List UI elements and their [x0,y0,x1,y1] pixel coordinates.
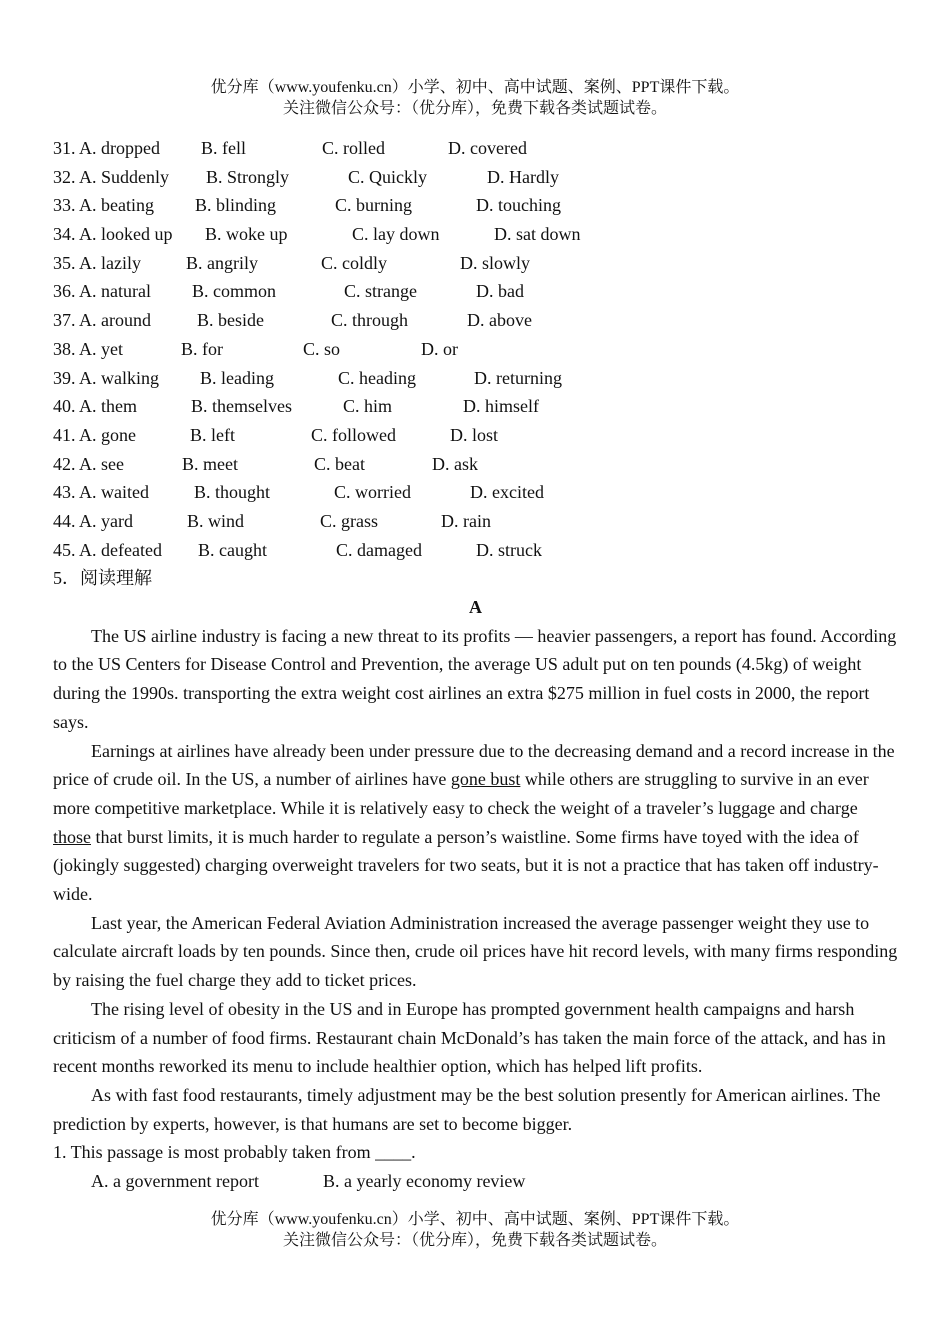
cloze-option-row [53,392,898,421]
cloze-option-a: 34. A. looked up [53,224,173,245]
cloze-option-row [53,163,898,192]
cloze-option-d: D. himself [463,396,539,417]
cloze-option-a: 35. A. lazily [53,252,141,273]
paragraph-4: The rising level of obesity in the US and in Europe has prompted government health campaigns and harsh criticism of a number of food firms. Restaurant chain McDonald’s has taken the main force of the attack, and has in recent months reworked its menu to include healthier option, which has helped lift profits. [53,998,886,1077]
cloze-options-list [53,134,898,564]
cloze-option-c: C. coldly [321,252,387,273]
cloze-option-a: 44. A. yard [53,510,133,531]
cloze-option-c: C. followed [311,424,396,445]
paragraph-2-part-c: that burst limits, it is much harder to regulate a person’s waistline. Some firms have toyed with the idea of (jokingly suggested) charging overweight travelers for two seats, but it is not a practice that has taken off industry-wide. [53,826,879,905]
cloze-option-d: D. Hardly [487,166,559,187]
paragraph-2 [53,737,898,909]
cloze-option-a: 42. A. see [53,453,124,474]
footer-line-2: 关注微信公众号：（优分库），免费下载各类试题试卷。 [282,1232,667,1249]
cloze-option-row [53,335,898,364]
paragraph-2-part-b: while others are struggling to survive in an ever more competitive marketplace. While it is relatively easy to check the weight of a traveler’s luggage and charge [53,769,869,818]
paragraph-1: The US airline industry is facing a new threat to its profits — heavier passengers, a report has found. According to the US Centers for Disease Control and Prevention, the average US adult put on ten pounds (4.5kg) of weight during the 1990s. transporting the extra weight cost airlines an extra $275 million in fuel costs in 2000, the report says. [53,625,897,732]
cloze-option-d: D. excited [470,482,544,503]
cloze-option-c: C. through [331,310,409,331]
cloze-option-row [53,536,898,565]
cloze-option-b: B. wind [187,510,245,531]
page-header [0,77,950,119]
cloze-option-b: B. left [190,424,235,445]
cloze-option-row [53,306,898,335]
cloze-option-b: B. common [192,281,276,302]
cloze-option-d: D. struck [476,539,542,560]
cloze-option-c: C. so [303,338,341,359]
cloze-option-b: B. woke up [205,224,288,245]
cloze-option-c: C. grass [320,510,378,531]
cloze-option-a: 41. A. gone [53,424,136,445]
cloze-option-b: B. fell [201,138,246,158]
cloze-option-c: C. him [343,396,393,417]
page-footer [0,1209,950,1251]
cloze-option-a: 45. A. defeated [53,539,162,560]
cloze-option-b: B. meet [182,453,238,474]
cloze-option-b: B. leading [200,367,274,388]
cloze-option-a: 39. A. walking [53,367,159,388]
underlined-phrase-gone-bust: gone bust [450,769,521,790]
cloze-option-a: 40. A. them [53,396,137,417]
cloze-option-c: C. Quickly [348,166,427,187]
cloze-option-row [53,134,898,163]
underlined-word-those: those [53,826,91,847]
cloze-option-c: C. worried [334,482,411,503]
cloze-option-d: D. bad [476,281,524,302]
cloze-option-row [53,277,898,306]
paragraph-3: Last year, the American Federal Aviation Administration increased the average passenger weight they use to calculate aircraft loads by ten pounds. Since then, crude oil prices have hit record levels, with many firms responding by raising the fuel charge they add to ticket prices. [53,912,898,991]
cloze-option-d: D. slowly [460,252,531,273]
cloze-option-a: 43. A. waited [53,482,149,503]
cloze-option-row [53,364,898,393]
cloze-option-d: D. ask [432,453,478,474]
cloze-option-a: 33. A. beating [53,195,154,216]
paragraph-5: As with fast food restaurants, timely adjustment may be the best solution presently for American airlines. The prediction by experts, however, is that humans are set to become bigger. [53,1084,881,1134]
cloze-option-b: B. beside [197,310,264,331]
cloze-option-b: B. for [181,338,223,359]
cloze-option-row [53,220,898,249]
cloze-option-c: C. burning [335,195,413,216]
cloze-option-d: D. lost [450,424,499,445]
question-1-option-a: A. a government report [91,1171,259,1192]
cloze-option-b: B. caught [198,539,267,560]
section-heading: 5．阅读理解 [53,568,152,589]
cloze-option-d: D. touching [476,195,561,216]
cloze-option-b: B. angrily [186,252,258,273]
cloze-option-a: 32. A. Suddenly [53,166,170,187]
cloze-option-b: B. thought [194,482,271,503]
cloze-option-c: C. lay down [352,224,440,245]
cloze-option-row [53,191,898,220]
cloze-option-c: C. heading [338,367,416,388]
passage-title: A [469,597,482,617]
cloze-option-c: C. beat [314,453,365,474]
header-line-2: 关注微信公众号：（优分库），免费下载各类试题试卷。 [282,100,667,117]
cloze-option-a: 31. A. dropped [53,138,160,158]
header-line-1: 优分库（www.youfenku.cn）小学、初中、高中试题、案例、PPT课件下载。 [210,79,740,96]
cloze-option-d: D. above [467,310,532,331]
paragraph-2-part-a: Earnings at airlines have already been under pressure due to the decreasing demand and a record increase in the price of crude oil. In the US, a number of airlines have [53,740,895,790]
cloze-option-row [53,478,898,507]
cloze-option-a: 36. A. natural [53,281,151,302]
cloze-option-a: 38. A. yet [53,338,123,359]
cloze-option-c: C. damaged [336,539,422,560]
cloze-option-row [53,507,898,536]
cloze-option-c: C. rolled [322,138,385,158]
cloze-option-a: 37. A. around [53,310,151,331]
question-1-options [53,1167,898,1196]
cloze-option-b: B. blinding [195,195,277,216]
footer-line-1: 优分库（www.youfenku.cn）小学、初中、高中试题、案例、PPT课件下载。 [210,1211,740,1228]
question-1-option-b: B. a yearly economy review [323,1171,526,1192]
cloze-option-d: D. or [421,338,458,359]
cloze-option-d: D. sat down [494,224,581,245]
cloze-option-row [53,421,898,450]
cloze-option-d: D. covered [448,138,527,158]
question-1: 1. This passage is most probably taken from ____. [53,1142,416,1163]
cloze-option-d: D. rain [441,510,491,531]
cloze-option-b: B. themselves [191,396,292,417]
cloze-option-d: D. returning [474,367,562,388]
cloze-option-c: C. strange [344,281,417,302]
cloze-option-row [53,450,898,479]
document-body [53,134,898,1196]
cloze-option-row [53,249,898,278]
cloze-option-b: B. Strongly [206,166,290,187]
